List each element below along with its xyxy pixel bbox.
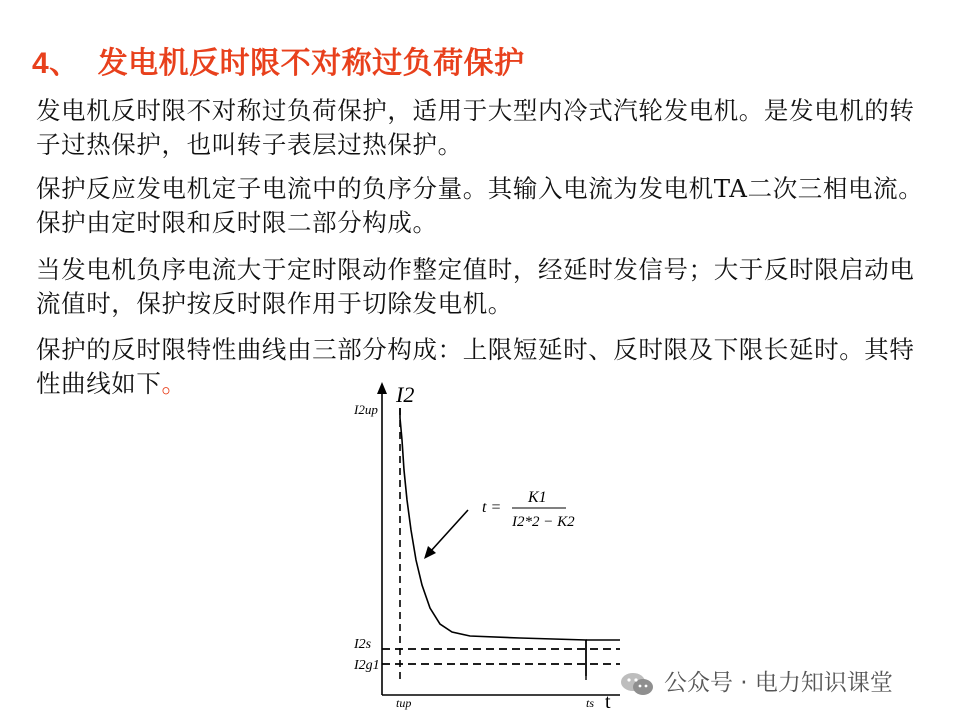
paragraph-2: 保护反应发电机定子电流中的负序分量。其输入电流为发电机TA二次三相电流。保护由定时限和反时限二部分构成。 [36, 174, 924, 237]
paragraph-4-text: 保护的反时限特性曲线由三部分构成：上限短延时、反时限及下限长延时。其特性曲线如下 [36, 335, 915, 398]
y-tick-i2g1: I2g1 [354, 658, 380, 673]
section-title [32, 38, 525, 82]
paragraph-4-end-mark: 。 [161, 369, 187, 398]
formula-denominator: I2*2 − K2 [512, 514, 575, 530]
formula-pointer-arrow [430, 510, 468, 552]
x-tick-ts: ts [586, 696, 595, 710]
section-title-text: 发电机反时限不对称过负荷保护 [97, 47, 525, 80]
y-tick-i2s: I2s [354, 637, 372, 652]
watermark-text: 公众号 · 电力知识课堂 [664, 670, 893, 696]
formula-lhs: t = [482, 499, 502, 516]
watermark [620, 664, 893, 697]
wechat-icon [620, 671, 654, 697]
x-axis-label: t [605, 691, 611, 710]
section-number: 4、 [32, 47, 80, 80]
inverse-time-characteristic-diagram [340, 380, 640, 710]
formula [482, 489, 575, 530]
y-tick-i2up: I2up [354, 402, 378, 417]
y-axis-label: I2 [396, 382, 415, 407]
paragraph-1: 发电机反时限不对称过负荷保护，适用于大型内冷式汽轮发电机。是发电机的转子过热保护，也叫转子表层过热保护。 [36, 96, 915, 159]
y-axis-arrow [377, 382, 387, 394]
formula-numerator: K1 [528, 489, 547, 506]
paragraph-3: 当发电机负序电流大于定时限动作整定值时，经延时发信号；大于反时限启动电流值时，保护按反时限作用于切除发电机。 [36, 255, 915, 318]
characteristic-curve [400, 408, 586, 676]
x-tick-tup: tup [396, 696, 412, 710]
